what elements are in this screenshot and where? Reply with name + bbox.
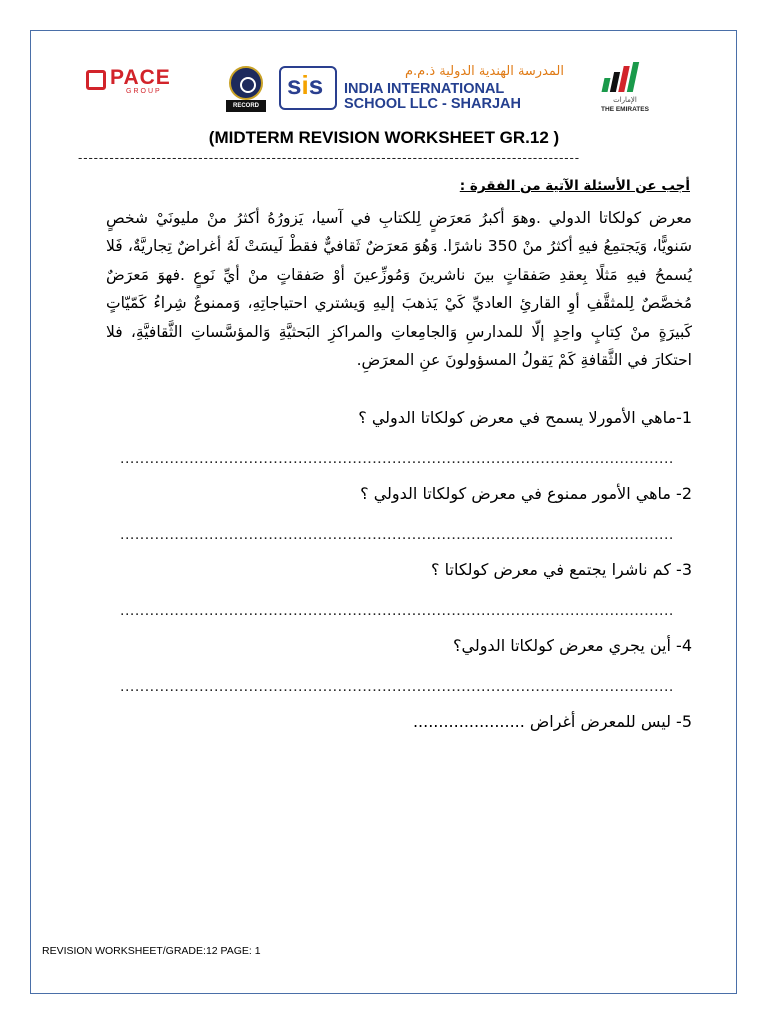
the-emirates-logo: الإمارات THE EMIRATES (595, 62, 655, 118)
answer-line-3[interactable]: ................................................................................................................ (120, 602, 674, 619)
school-name-logo: المدرسة الهندية الدولية ذ.م.م INDIA INTERNATIONAL SCHOOL LLC - SHARJAH (344, 64, 564, 112)
question-2: 2- ماهي الأمور ممنوع في معرض كولكاتا الدولي ؟ (360, 484, 692, 503)
pace-mark-icon (86, 70, 106, 90)
page-footer: REVISION WORKSHEET/GRADE:12 PAGE: 1 (42, 945, 261, 957)
record-badge-icon (229, 66, 263, 100)
answer-line-2[interactable]: ................................................................................................................ (120, 526, 674, 543)
reading-passage: معرض كولكاتا الدولي .وهوَ أكبرُ مَعرَضٍ لِلكتابِ في آسيا، يَزورُهُ أكثرُ منْ مليونَيْ شخصٍ سَنويًّا، وَيَجتمِعُ فيهِ أكثرُ منْ 350 ناشرًا. وَهُوَ مَعرَضٌ ثَقافيٌّ فقطْ لَيسَتْ لَهُ أغراضٌ تِجاريَّةٌ، فَلا يُسمحُ فيهِ مَثلًا بِعقدِ صَفقاتٍ بينَ ناشرينَ وَمُوزِّعينَ أوْ صَفقاتٍ منْ أيِّ نَوعٍ .فهوَ مَعرَضٌ مُخصَّصٌ لِلمثقَّفِ أوِ القارئِ العاديِّ كَيْ يَذهبَ إليهِ وَيشتري احتياجاتِهِ، وَممنوعٌ شِراءُ كَمّيّاتٍ كَبيرَةٍ منْ كِتابٍ واحِدٍ إلّا للمدارسِ وَالجامِعاتِ والمراكزِ البَحثيَّةِ وَالمؤسَّساتِ الثَّقافيَّةِ، فلا احتكارَ في الثَّقافةِ كَمْ يَقولُ المسؤولونَ عنِ المعرَضِ. (106, 209, 692, 370)
record-holder-logo: RECORD HOLDER (226, 66, 266, 112)
question-5: 5- ليس للمعرض أغراض ...................... (412, 712, 692, 731)
sis-mark-icon: sis (287, 70, 324, 100)
question-3: 3- كم ناشرا يجتمع في معرض كولكاتا ؟ (431, 560, 692, 579)
answer-line-4[interactable]: ................................................................................................................ (120, 678, 674, 695)
page-border (30, 30, 737, 994)
separator-line: ------------------------------------------------------------------------------------------------ (78, 150, 580, 165)
header-logos (80, 62, 670, 121)
sis-logo (279, 66, 337, 110)
question-4: 4- أين يجري معرض كولكاتا الدولي؟ (452, 636, 692, 655)
emirates-bars-icon (603, 62, 643, 92)
question-1: 1-ماهي الأمورلا يسمح في معرض كولكاتا الدولي ؟ (358, 408, 692, 427)
pace-group-logo: PACE GROUP (86, 66, 198, 96)
instruction-heading: أجب عن الأسئلة الآتية من الفقرة : (459, 178, 690, 194)
answer-line-1[interactable]: ................................................................................................................ (120, 450, 674, 467)
worksheet-title: (MIDTERM REVISION WORKSHEET GR.12 ) (208, 128, 560, 147)
